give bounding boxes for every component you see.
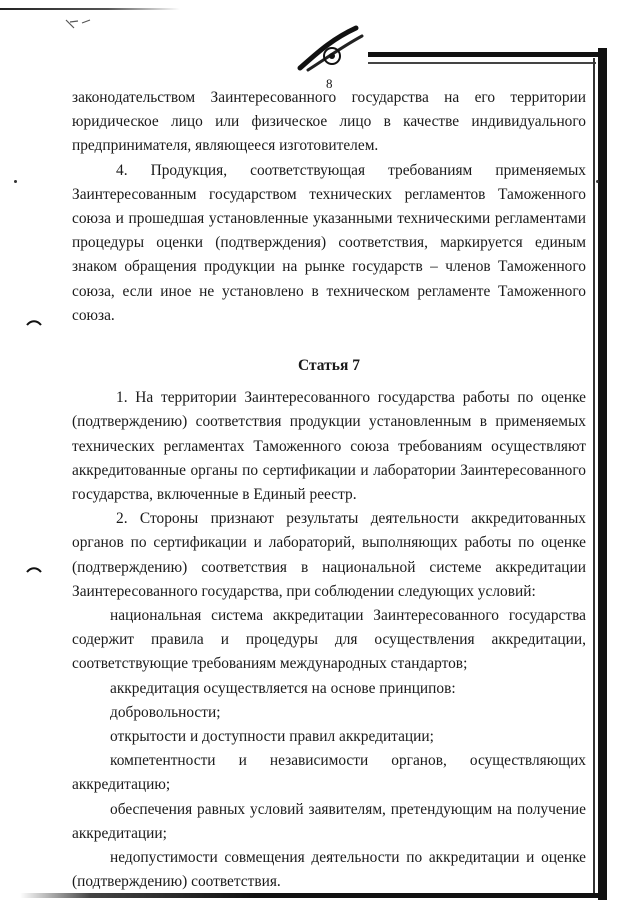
punch-hole-mark: [26, 320, 42, 326]
condition-item: обеспечения равных условий заявителям, претендующим на получение аккредитации;: [72, 800, 586, 842]
emblem-icon: [290, 20, 370, 80]
frame-header-line-inner: [368, 62, 596, 64]
article-title: Статья 7: [298, 357, 360, 375]
frame-header-line: [368, 52, 606, 57]
page-number: 8: [326, 76, 333, 91]
document-body: [72, 86, 586, 895]
frame-right-border-inner: [593, 58, 595, 898]
scan-speck: [596, 180, 599, 183]
condition-item: компетентности и независимости органов, осуществляющих аккредитацию;: [72, 752, 586, 794]
scan-edge-line: [0, 8, 180, 10]
condition-item: аккредитация осуществляется на основе принципов:: [110, 679, 456, 697]
scan-mark: [60, 18, 100, 32]
paragraph-item-4: 4. Продукция, соответствующая требованиям применяемых Заинтересованным государством технических регламентов Таможенного союза и прошедшая установленные указанными техническими регламентами процедуры оценки (подтверждения) соответствия, маркируется единым знаком обращения продукции на рынке государств – членов Таможенного союза, если иное не установлено в техническом регламенте Таможенного союза.: [72, 161, 586, 324]
paragraph-continuation: законодательством Заинтересованного государства на его территории юридическое лицо или физическое лицо в качестве индивидуального предпринимателя, являющееся изготовителем.: [72, 89, 586, 155]
condition-item: добровольности;: [110, 703, 221, 721]
condition-item: национальная система аккредитации Заинтересованного государства содержит правила и процедуры для осуществления аккредитации, соответствующие требованиям международных стандартов;: [72, 607, 586, 673]
article-paragraph-1: 1. На территории Заинтересованного государства работы по оценке (подтверждению) соответствия продукции установленным в применяемых технических регламентах Таможенного союза требованиям осуществляют аккредитованные органы по сертификации и лаборатории Заинтересованного государства, включенные в Единый реестр.: [72, 389, 586, 504]
condition-item: недопустимости совмещения деятельности по аккредитации и оценке (подтверждению) соответствия.: [72, 849, 586, 891]
article-paragraph-2: 2. Стороны признают результаты деятельности аккредитованных органов по сертификации и лабораторий, выполняющих работы по оценке (подтверждению) соответствия в национальной системе аккредитации Заинтересованного государства, при соблюдении следующих условий:: [72, 510, 586, 600]
scan-speck: [14, 180, 17, 183]
frame-right-border: [598, 48, 607, 900]
punch-hole-mark: [26, 567, 42, 573]
condition-item: открытости и доступности правил аккредитации;: [110, 728, 434, 746]
